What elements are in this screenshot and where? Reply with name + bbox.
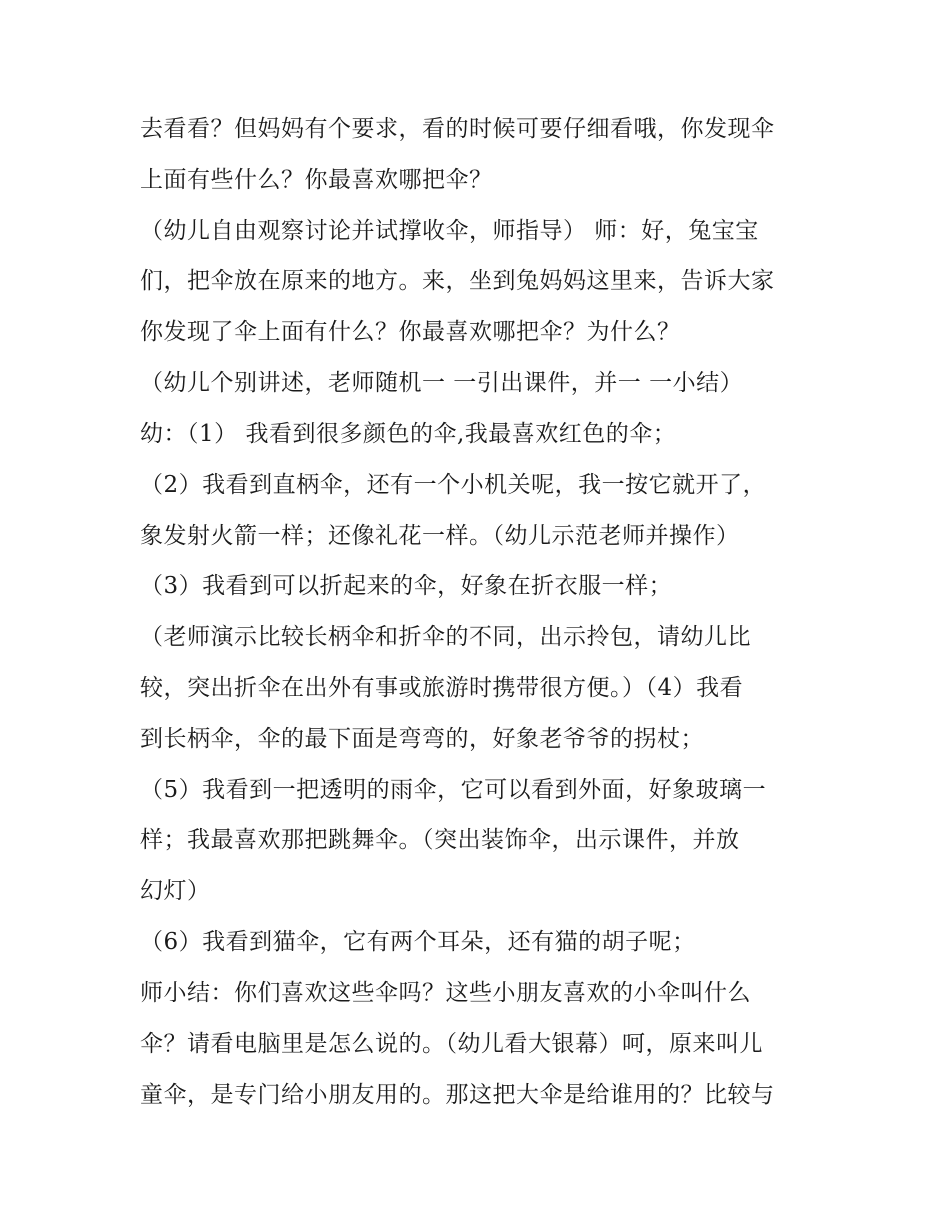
- text-line: 们，把伞放在原来的地方。来，坐到兔妈妈这里来，告诉大家: [140, 268, 775, 294]
- text-line: 较，突出折伞在出外有事或旅游时携带很方便。）（4）我看: [140, 675, 744, 701]
- text-line: 童伞，是专门给小朋友用的。那这把大伞是给谁用的？比较与: [140, 1082, 775, 1108]
- text-line: （幼儿自由观察讨论并试撑收伞，师指导） 师：好，兔宝宝: [140, 218, 759, 244]
- text-line: （老师演示比较长柄伞和折伞的不同，出示拎包，请幼儿比: [140, 624, 751, 650]
- text-line: （3）我看到可以折起来的伞，好象在折衣服一样；: [140, 573, 673, 599]
- text-line: 你发现了伞上面有什么？你最喜欢哪把伞？为什么？: [140, 319, 681, 345]
- text-line: 幻灯）: [140, 878, 211, 904]
- text-line: （5）我看到一把透明的雨伞，它可以看到外面，好象玻璃一: [140, 777, 767, 803]
- text-line: （6）我看到猫伞，它有两个耳朵，还有猫的胡子呢；: [140, 929, 696, 955]
- text-line: 上面有些什么？你最喜欢哪把伞？: [140, 167, 493, 193]
- text-line: 幼：（1） 我看到很多颜色的伞,我最喜欢红色的伞；: [140, 421, 677, 447]
- text-line: 师小结：你们喜欢这些伞吗？这些小朋友喜欢的小伞叫什么: [140, 980, 751, 1006]
- text-line: 到长柄伞，伞的最下面是弯弯的，好象老爷爷的拐杖；: [140, 726, 704, 752]
- text-line: （幼儿个别讲述，老师随机一 一引出课件，并一 一小结）: [140, 370, 744, 396]
- text-line: 象发射火箭一样；还像礼花一样。（幼儿示范老师并操作）: [140, 523, 740, 549]
- text-line: 样；我最喜欢那把跳舞伞。（突出装饰伞，出示课件，并放: [140, 827, 740, 853]
- text-line: （2）我看到直柄伞，还有一个小机关呢，我一按它就开了，: [140, 472, 767, 498]
- text-line: 去看看？但妈妈有个要求，看的时候可要仔细看哦，你发现伞: [140, 116, 775, 142]
- text-line: 伞？请看电脑里是怎么说的。（幼儿看大银幕）呵，原来叫儿: [140, 1031, 763, 1057]
